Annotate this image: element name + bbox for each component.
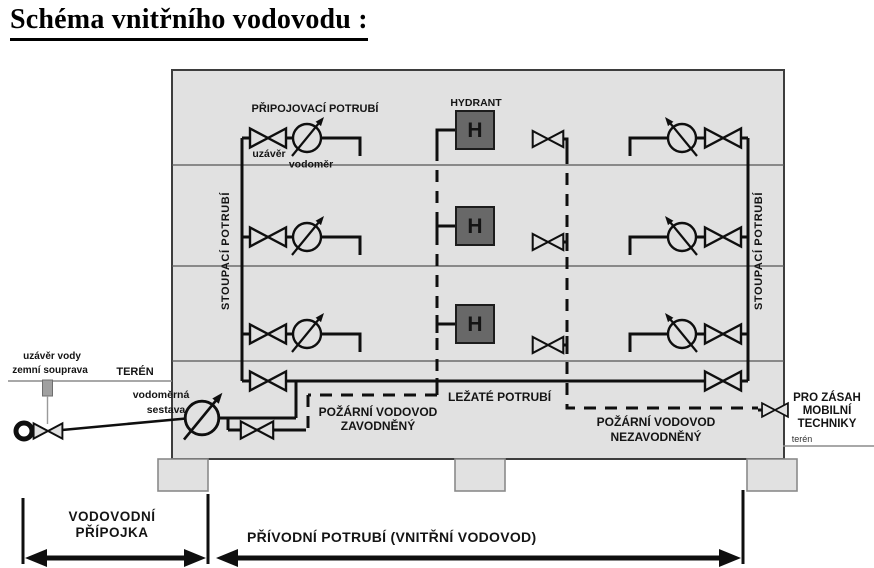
horizontal-pipe-label: LEŽATÉ POTRUBÍ <box>448 390 552 404</box>
hydrant-letter: H <box>467 313 483 336</box>
terrain-small-label: terén <box>791 434 813 444</box>
supply-pipe-arrow <box>216 549 741 567</box>
meter-assembly-label-line1: vodoměrná <box>132 389 190 401</box>
meter-assembly-label-line2: sestava <box>146 404 186 416</box>
mobile-technics-label-line2: MOBILNÍ <box>802 405 852 417</box>
fire-wet-label-line2: ZAVODNĚNÝ <box>340 419 416 433</box>
water-meter-label: vodoměr <box>288 158 334 171</box>
mobile-technics-label-line1: PRO ZÁSAH <box>793 392 861 404</box>
page-title: Schéma vnitřního vodovodu : <box>10 4 368 41</box>
service-connection-label-line2: PŘÍPOJKA <box>75 525 149 540</box>
service-connection-label-line1: VODOVODNÍ <box>68 509 156 524</box>
water-main-tap-icon <box>16 423 32 439</box>
service-shutoff-label-line2: zemní souprava <box>12 365 88 376</box>
fire-dry-label-line1: POŽÁRNÍ VODOVOD <box>596 415 716 429</box>
mobile-technics-label-line3: TECHNIKY <box>797 418 857 430</box>
ground-valve-key-icon <box>43 380 53 396</box>
terrain-label: TERÉN <box>116 366 154 378</box>
riser-right-label: STOUPACÍ POTRUBÍ <box>753 192 765 310</box>
hydrant-letter: H <box>467 119 483 142</box>
fire-wet-label-line1: POŽÁRNÍ VODOVOD <box>318 405 438 419</box>
service-shutoff-valve-icon <box>34 423 63 438</box>
service-pipe <box>62 419 186 431</box>
service-connection-arrow <box>25 549 206 567</box>
foundation-blocks <box>158 459 797 491</box>
hydrant-title: HYDRANT <box>450 97 502 109</box>
shutoff-label: uzávěr <box>252 148 286 160</box>
hydrant-letter: H <box>467 215 483 238</box>
service-shutoff-label-line1: uzávěr vody <box>23 351 81 362</box>
hydrant-boxes <box>456 111 494 343</box>
supply-pipe-label: PŘÍVODNÍ POTRUBÍ (VNITŘNÍ VODOVOD) <box>247 529 537 545</box>
fire-dry-label-line2: NEZAVODNĚNÝ <box>610 430 702 444</box>
riser-left-label: STOUPACÍ POTRUBÍ <box>220 192 232 310</box>
connecting-pipe-label: PŘIPOJOVACÍ POTRUBÍ <box>251 103 379 115</box>
